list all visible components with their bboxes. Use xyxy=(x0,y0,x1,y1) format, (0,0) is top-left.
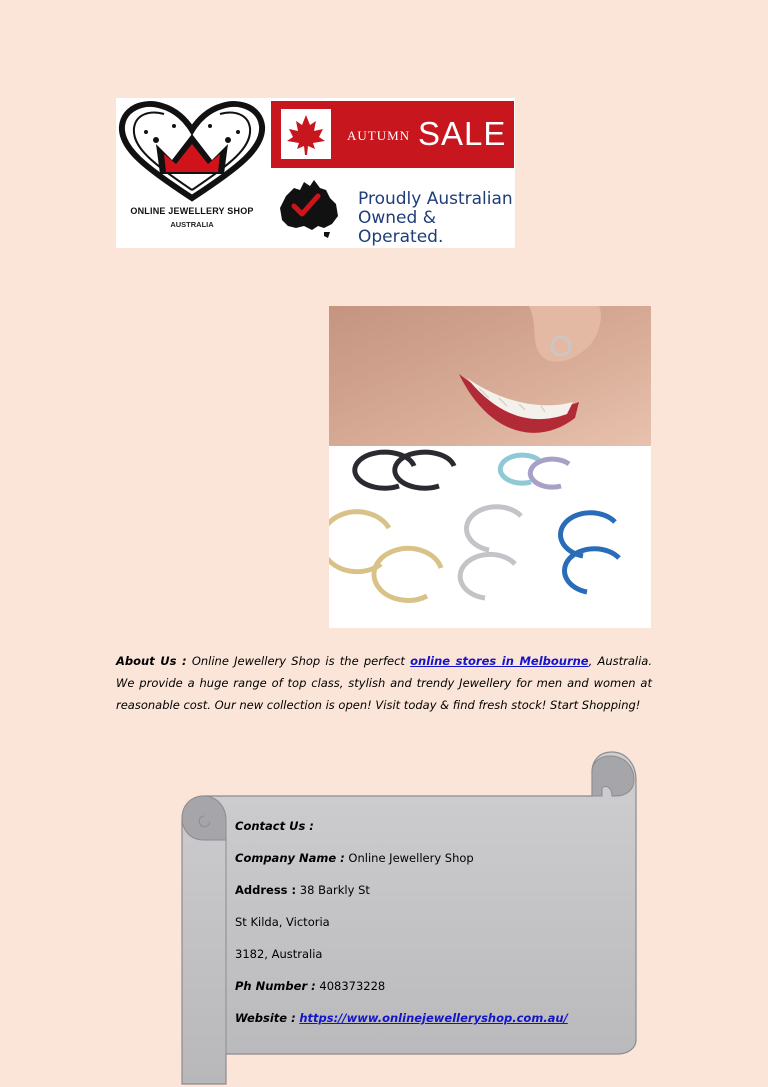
shop-logo xyxy=(116,98,268,248)
address-line-1: 38 Barkly St xyxy=(296,883,370,897)
about-rest: , Australia. We provide a huge range of top class, stylish and trendy Jewellery for men and women at reasonable cost. Our new collection is open! Visit today & find fresh stock! Start Shopping! xyxy=(116,654,652,712)
company-label: Company Name : xyxy=(235,851,345,865)
smile-nose-ring-image xyxy=(329,306,651,446)
proud-australian-text xyxy=(358,190,515,247)
address-line-2: St Kilda, Victoria xyxy=(235,915,330,929)
proud-line-1: Proudly Australian xyxy=(358,189,513,209)
product-photo xyxy=(329,306,651,628)
contact-heading: Contact Us : xyxy=(235,819,314,833)
about-intro: Online Jewellery Shop is the perfect xyxy=(186,654,411,668)
company-row xyxy=(235,850,615,882)
logo-name: ONLINE JEWELLERY SHOP xyxy=(130,206,254,216)
address-label: Address : xyxy=(235,883,297,897)
company-value: Online Jewellery Shop xyxy=(344,851,474,865)
phone-value: 408373228 xyxy=(315,979,386,993)
address-row xyxy=(235,882,615,914)
header-banner xyxy=(116,98,515,248)
autumn-sale-badge xyxy=(271,101,514,168)
nose-rings-image xyxy=(329,446,651,628)
phone-row xyxy=(235,978,615,1010)
phone-label: Ph Number : xyxy=(235,979,316,993)
australia-map-icon xyxy=(274,176,344,240)
about-us-paragraph xyxy=(116,650,652,716)
website-label: Website : xyxy=(235,1011,296,1025)
proud-line-2: Owned & Operated. xyxy=(358,208,444,247)
address-line-3: 3182, Australia xyxy=(235,947,323,961)
heart-crown-icon xyxy=(116,98,268,206)
website-link[interactable]: https://www.onlinejewelleryshop.com.au/ xyxy=(299,1011,568,1025)
contact-details xyxy=(235,818,615,1042)
website-row xyxy=(235,1010,615,1042)
melbourne-stores-link[interactable]: online stores in Melbourne xyxy=(410,654,589,668)
sale-word: SALE xyxy=(418,115,507,152)
sale-prefix: AUTUMN xyxy=(347,128,411,143)
logo-country: AUSTRALIA xyxy=(170,220,214,229)
about-label: About Us : xyxy=(116,654,187,668)
contact-heading-row xyxy=(235,818,615,850)
maple-leaf-icon xyxy=(281,109,331,159)
